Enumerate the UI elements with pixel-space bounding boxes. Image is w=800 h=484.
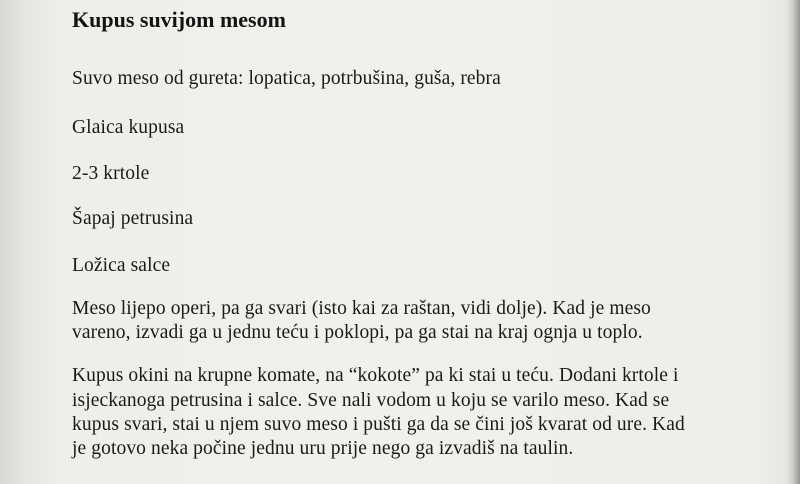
page-edge-shadow: [786, 0, 800, 484]
ingredient-line: Ložica salce: [72, 255, 171, 276]
instruction-line: kupus svari, stai u njem suvo meso i pušti ga da se čini još kvarat od ure. Kad: [72, 414, 685, 435]
recipe-title: Kupus suvijom mesom: [72, 7, 286, 32]
ingredient-line: Šapaj petrusina: [72, 208, 194, 229]
instruction-line: Kupus okini na krupne komate, na “kokote” pa ki stai u teću. Dodani krtole i: [72, 365, 679, 386]
instruction-line: vareno, izvadi ga u jednu teću i poklopi, pa ga stai na kraj ognja u toplo.: [72, 322, 643, 343]
ingredient-line: 2-3 krtole: [72, 163, 150, 184]
instruction-line: Meso lijepo operi, pa ga svari (isto kai za raštan, vidi dolje). Kad je meso: [72, 298, 651, 319]
instruction-line: isjeckanoga petrusina i salce. Sve nali vodom u koju se varilo meso. Kad se: [72, 390, 670, 411]
instruction-line: je gotovo neka počine jednu uru prije nego ga izvadiš na taulin.: [72, 438, 574, 459]
ingredient-line: Suvo meso od gureta: lopatica, potrbušina, guša, rebra: [72, 68, 501, 89]
ingredient-line: Glaica kupusa: [72, 117, 185, 138]
